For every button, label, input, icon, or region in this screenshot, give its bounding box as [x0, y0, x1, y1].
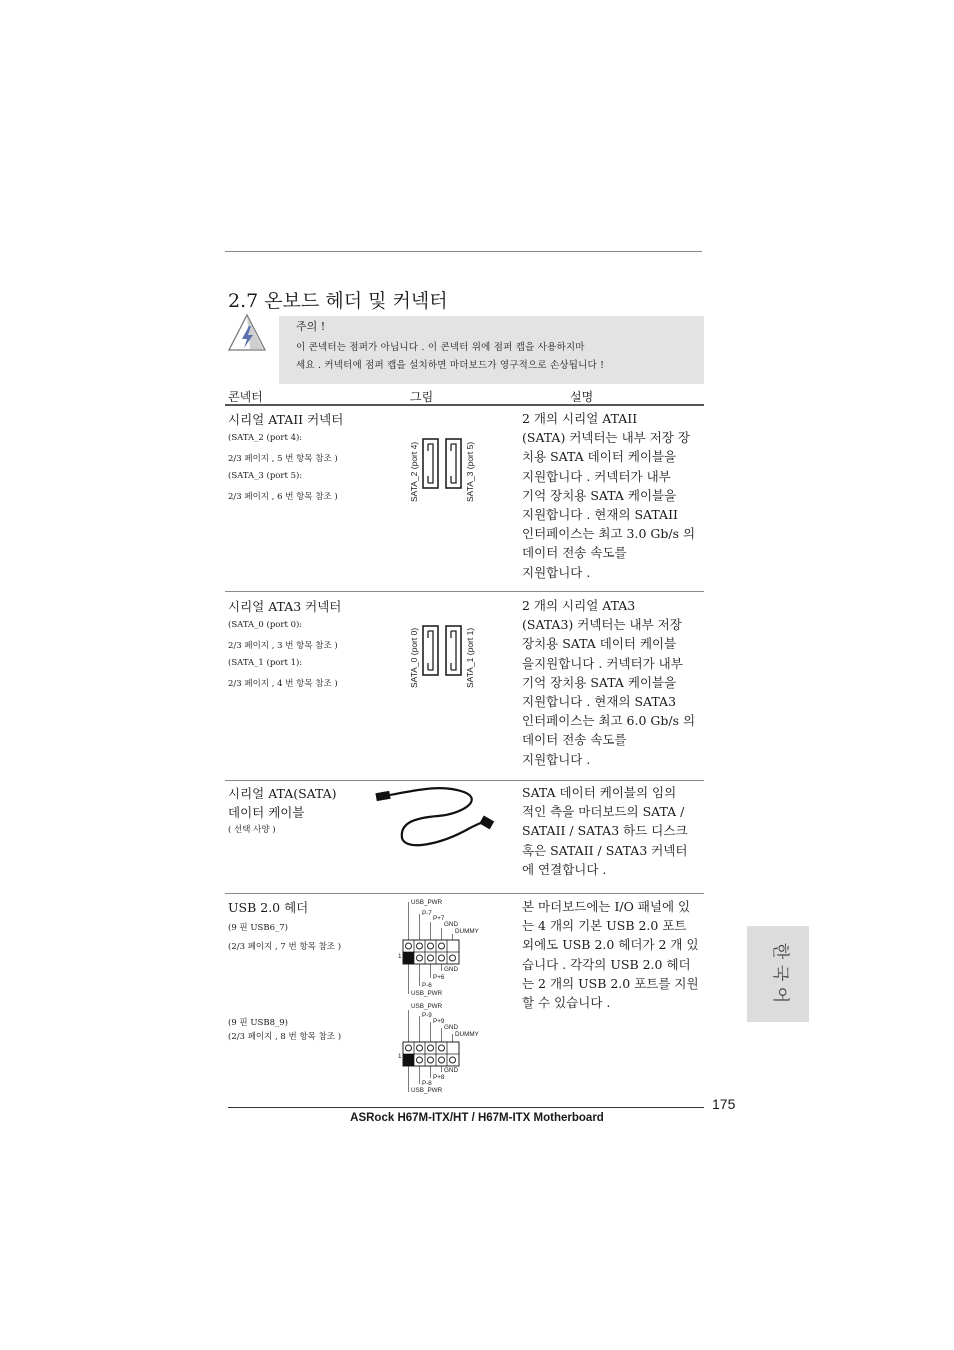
row4-note: (9 핀 USB6_7) [228, 923, 288, 933]
header-rule [225, 404, 704, 406]
row2-name: 시리얼 ATA3 커넥터 [228, 599, 342, 614]
usb2-pin1-label: 1 [398, 1053, 402, 1060]
usb-header-1-pinout-icon [396, 898, 496, 998]
sata0-label: SATA_0 (port 0) [409, 627, 419, 688]
caution-line-2: 세요 . 커넥터에 점퍼 캡을 설치하면 마더보드가 영구적으로 손상됩니다 ! [296, 360, 605, 371]
row2-note: (SATA_0 (port 0): [228, 620, 303, 630]
usb2-label: GND [444, 1067, 458, 1074]
language-side-tab-text: 한 국 어 [770, 942, 790, 1004]
usb1-label: DUMMY [455, 928, 479, 935]
sata3-label: SATA_3 (port 5) [465, 441, 475, 502]
footer-text: ASRock H67M-ITX/HT / H67M-ITX Motherboard [350, 1112, 604, 1124]
usb2-label: DUMMY [455, 1031, 479, 1038]
sata-cable-icon [372, 786, 498, 858]
row4-note: (9 핀 USB8_9) [228, 1018, 288, 1028]
row4-description: 본 마더보드에는 I/O 패널에 있 는 4 개의 기본 USB 2.0 포트 외에도 USB 2.0 헤더가 2 개 있 습니다 . 각각의 USB 2.0 헤더 는 2 개의 USB 2.0 포트를 지원 할 수 있습니다 . [522, 899, 699, 1011]
row1-note: 2/3 페이지 , 5 번 항목 참조 ) [228, 454, 338, 464]
header-description: 설명 [570, 390, 594, 404]
row3-name-line2: 데이터 케이블 [228, 805, 305, 820]
usb1-label: USB_PWR [411, 990, 443, 997]
row2-note: (SATA_1 (port 1): [228, 658, 303, 668]
usb2-label: P-8 [422, 1080, 432, 1087]
row-divider [225, 780, 704, 781]
page-number: 175 [712, 1096, 736, 1112]
language-side-tab [747, 926, 809, 1022]
usb2-label: P+9 [433, 1018, 445, 1025]
caution-title: 주의 ! [296, 320, 326, 333]
footer-rule [228, 1107, 704, 1108]
usb1-label: P+6 [433, 974, 445, 981]
usb1-label: USB_PWR [411, 899, 443, 906]
usb-header-2-pinout-icon [396, 1002, 496, 1098]
row1-note: (SATA_2 (port 4): [228, 433, 303, 443]
usb2-label: GND [444, 1024, 458, 1031]
sata1-label: SATA_1 (port 1) [465, 627, 475, 688]
row1-description: 2 개의 시리얼 ATAII (SATA) 커넥터는 내부 저장 장 치용 SATA 데이터 케이블을 지원합니다 . 커넥터가 내부 기억 장치용 SATA 케이블을 지원합니다 . 현재의 SATAII 인터페이스는 최고 3.0 Gb/s 의 데이터 전송 속도를 지원합니다 . [522, 411, 696, 580]
row3-name-line1: 시리얼 ATA(SATA) [228, 786, 337, 801]
row2-note: 2/3 페이지 , 3 번 항목 참조 ) [228, 641, 338, 651]
row4-name: USB 2.0 헤더 [228, 900, 309, 915]
row4-note: (2/3 페이지 , 7 번 항목 참조 ) [228, 942, 342, 952]
row1-note: 2/3 페이지 , 6 번 항목 참조 ) [228, 492, 338, 502]
row4-note: (2/3 페이지 , 8 번 항목 참조 ) [228, 1032, 342, 1042]
row3-description: SATA 데이터 케이블의 임의 적인 측을 마더보드의 SATA / SATAII / SATA3 하드 디스크 혹은 SATAII / SATA3 커넥터 에 연결합니다 . [522, 785, 688, 877]
top-rule [225, 251, 702, 252]
warning-icon [226, 312, 268, 354]
usb1-label: GND [444, 921, 458, 928]
row2-note: 2/3 페이지 , 4 번 항목 참조 ) [228, 679, 338, 689]
row3-note: ( 선택 사양 ) [228, 825, 276, 835]
usb1-label: GND [444, 966, 458, 973]
row1-note: (SATA_3 (port 5): [228, 471, 303, 481]
caution-line-1: 이 콘넥터는 점퍼가 아닙니다 . 이 콘넥터 위에 점퍼 캡을 사용하지마 [296, 342, 585, 353]
row2-description: 2 개의 시리얼 ATA3 (SATA3) 커넥터는 내부 저장 장치용 SATA 데이터 케이블 을지원합니다 . 커넥터가 내부 기억 장치용 SATA 케이블을 지원합니다 . 현재의 SATA3 인터페이스는 최고 6.0 Gb/s 의 데이터 전송 속도를 지원합니다 . [522, 598, 696, 767]
usb1-label: P-6 [422, 982, 432, 989]
usb2-label: USB_PWR [411, 1087, 443, 1094]
row-divider [225, 591, 704, 592]
usb1-label: P+7 [433, 915, 445, 922]
usb1-pin1-label: 1 [398, 953, 402, 960]
usb2-label: P+8 [433, 1074, 445, 1081]
usb1-label: P-7 [422, 910, 432, 917]
section-title: 2.7 온보드 헤더 및 커넥터 [228, 290, 448, 312]
row1-name: 시리얼 ATAII 커넥터 [228, 412, 344, 427]
header-figure: 그림 [410, 390, 434, 404]
header-connector: 콘넥터 [228, 390, 263, 404]
sata2-label: SATA_2 (port 4) [409, 441, 419, 502]
row-divider [225, 893, 704, 894]
usb2-label: P-9 [422, 1012, 432, 1019]
usb2-label: USB_PWR [411, 1003, 443, 1010]
